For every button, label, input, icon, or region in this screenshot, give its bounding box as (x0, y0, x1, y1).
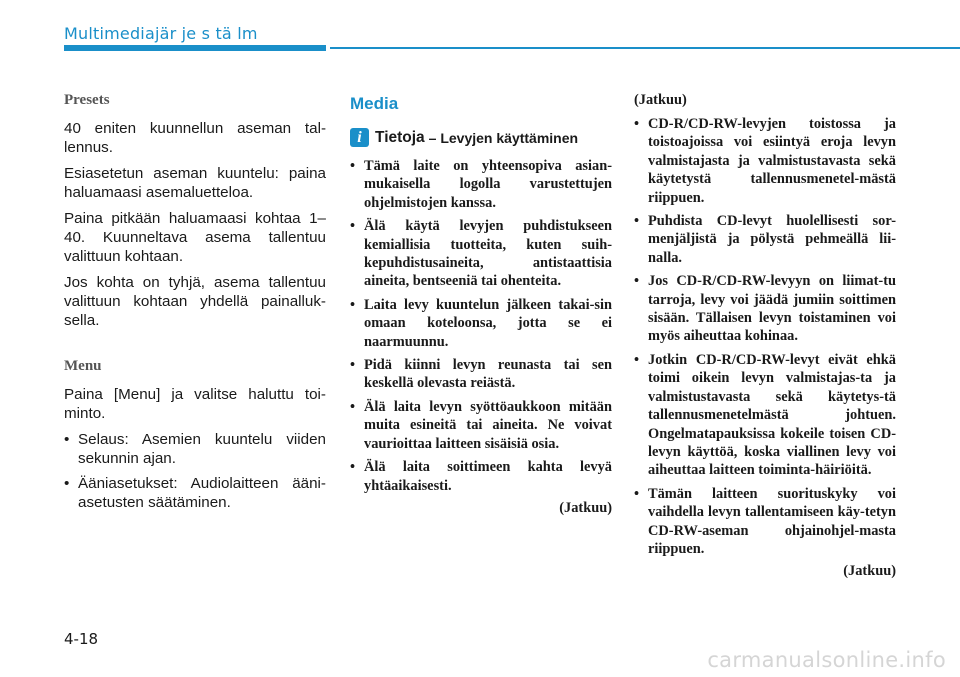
watermark-text: carmanualsonline.info (707, 648, 946, 672)
presets-paragraph: Esiasetetun aseman kuuntelu: paina haluamaasi asemaluetteloa. (64, 165, 326, 201)
column-media-continued (634, 92, 896, 580)
header-divider-line (330, 47, 960, 49)
list-item: • CD-R/CD-RW-levyjen toistossa ja toistoajoissa voi esiintyä eroja levyn valmistajasta ja valmistustavasta sekä käytetystä tallennusmenetel-mästä riippuen. (634, 115, 896, 207)
presets-paragraph: Paina pitkään haluamaasi kohtaa 1–40. Kuunneltava asema tallentuu valittuun kohtaan. (64, 210, 326, 265)
list-item: • Ääniasetukset: Audiolaitteen ääni-asetusten säätäminen. (64, 474, 326, 512)
list-item: • Älä käytä levyjen puhdistukseen kemiallisia tuotteita, kuten suih-kepuhdistusaineita, antistaattisia aineita, bentseeniä tai ohenteita. (350, 217, 612, 291)
presets-paragraph: 40 eniten kuunnellun aseman tal-lennus. (64, 120, 326, 156)
list-item: • Älä laita levyn syöttöaukkoon mitään muita esineitä tai aineita. Ne voivat vaurioittaa laitteen sisäisiä osia. (350, 398, 612, 453)
info-title: Tietoja (375, 128, 425, 146)
continued-note: (Jatkuu) (559, 499, 612, 516)
page-number: 4-18 (64, 630, 99, 648)
presets-heading: Presets (64, 92, 110, 108)
menu-heading: Menu (64, 358, 102, 374)
list-item: • Jotkin CD-R/CD-RW-levyt eivät ehkä toimi oikein levyn valmistajas-ta ja valmistustavasta sekä käytetys-tä tallennusmenetelmästä johtuen. Ongelmatapauksissa kokeile toisen CD-levyn käyttöä, koska viallinen levy voi aiheuttaa laitteen toiminta-häiriöitä. (634, 351, 896, 480)
list-item: • Tämä laite on yhteensopiva asian-mukaisella logolla varustettujen ohjelmistojen kanssa. (350, 157, 612, 212)
continued-note-top: (Jatkuu) (634, 92, 687, 108)
media-section-title: Media (350, 94, 399, 113)
presets-paragraph: Jos kohta on tyhjä, asema tallentuu valittuun kohtaan yhdellä painalluk-sella. (64, 274, 326, 329)
info-icon: i (350, 128, 369, 147)
menu-paragraph: Paina [Menu] ja valitse haluttu toi-minto. (64, 386, 326, 422)
list-item: • Tämän laitteen suorituskyky voi vaihdella levyn tallentamiseen käy-tetyn CD-RW-aseman ohjainohjel-masta riippuen. (634, 485, 896, 559)
list-item: • Älä laita soittimeen kahta levyä yhtäaikaisesti. (350, 458, 612, 495)
info-subtitle: – Levyjen käyttäminen (428, 129, 579, 146)
column-media (350, 92, 612, 517)
menu-bullet-list (64, 430, 326, 512)
list-item: • Pidä kiinni levyn reunasta tai sen keskellä olevasta reiästä. (350, 356, 612, 393)
continued-note: (Jatkuu) (843, 563, 896, 580)
media-bullet-list (350, 157, 612, 495)
chapter-header-title: Multimediajär je s tä lm (64, 24, 258, 43)
list-item: • Puhdista CD-levyt huolellisesti sor-menjäljistä ja pölystä pehmeällä lii-nalla. (634, 212, 896, 267)
column-presets-menu (64, 92, 326, 518)
list-item: • Jos CD-R/CD-RW-levyyn on liimat-tu tarroja, levy voi jäädä jumiin soittimen sisään. Tällaisen levyn toistaminen voi myös aiheuttaa kohinaa. (634, 272, 896, 346)
header-accent-bar (64, 45, 326, 51)
info-box-header (350, 128, 612, 147)
list-item: • Laita levy kuuntelun jälkeen takai-sin omaan koteloonsa, jotta se ei naarmuunnu. (350, 296, 612, 351)
list-item: • Selaus: Asemien kuuntelu viiden sekunnin ajan. (64, 430, 326, 468)
media-bullet-list-continued (634, 115, 896, 558)
